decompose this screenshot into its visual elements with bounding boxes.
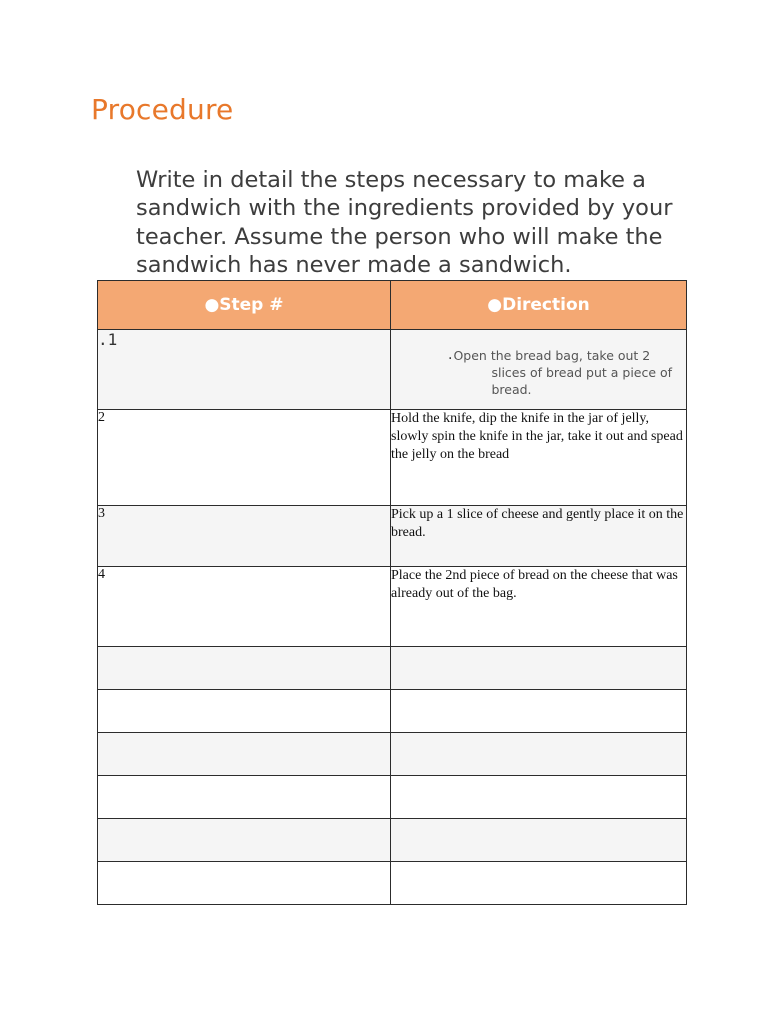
step-cell <box>98 647 391 690</box>
table-row <box>98 862 687 905</box>
table-row <box>98 410 687 506</box>
direction-cell <box>391 862 687 905</box>
direction-cell <box>391 776 687 819</box>
table-row <box>98 567 687 647</box>
step-cell <box>98 819 391 862</box>
table-row <box>98 776 687 819</box>
table-row <box>98 330 687 410</box>
step-cell <box>98 862 391 905</box>
direction-cell <box>391 819 687 862</box>
procedure-table <box>97 280 687 905</box>
direction-cell <box>391 647 687 690</box>
step-cell: .1 <box>98 330 391 410</box>
direction-cell: Pick up a 1 slice of cheese and gently place it on the bread. <box>391 506 687 567</box>
direction-cell: Place the 2nd piece of bread on the cheese that was already out of the bag. <box>391 567 687 647</box>
table-row <box>98 506 687 567</box>
direction-bullet: . <box>448 347 453 363</box>
direction-cell <box>391 330 687 410</box>
page-heading: Procedure <box>91 93 234 126</box>
direction-cell <box>391 733 687 776</box>
step-cell <box>98 776 391 819</box>
table-row <box>98 690 687 733</box>
direction-cell: Hold the knife, dip the knife in the jar of jelly, slowly spin the knife in the jar, take it out and spead the jelly on the bread <box>391 410 687 506</box>
step-cell: 4 <box>98 567 391 647</box>
direction-column-header: ●Direction <box>391 281 687 330</box>
table-row <box>98 819 687 862</box>
table-row <box>98 733 687 776</box>
table-row <box>98 647 687 690</box>
direction-text-rest: slices of bread put a piece of bread. <box>491 365 673 397</box>
step-cell <box>98 733 391 776</box>
step-cell: 2 <box>98 410 391 506</box>
direction-cell <box>391 690 687 733</box>
direction-text-line1: Open the bread bag, take out 2 <box>453 348 651 363</box>
instructions-text: Write in detail the steps necessary to make a sandwich with the ingredients provided by your teacher. Assume the person who will make the sandwich has never made a sandwich. <box>136 167 673 278</box>
step-cell <box>98 690 391 733</box>
table-header-row <box>98 281 687 330</box>
step-cell: 3 <box>98 506 391 567</box>
step-column-header: ●Step # <box>98 281 391 330</box>
